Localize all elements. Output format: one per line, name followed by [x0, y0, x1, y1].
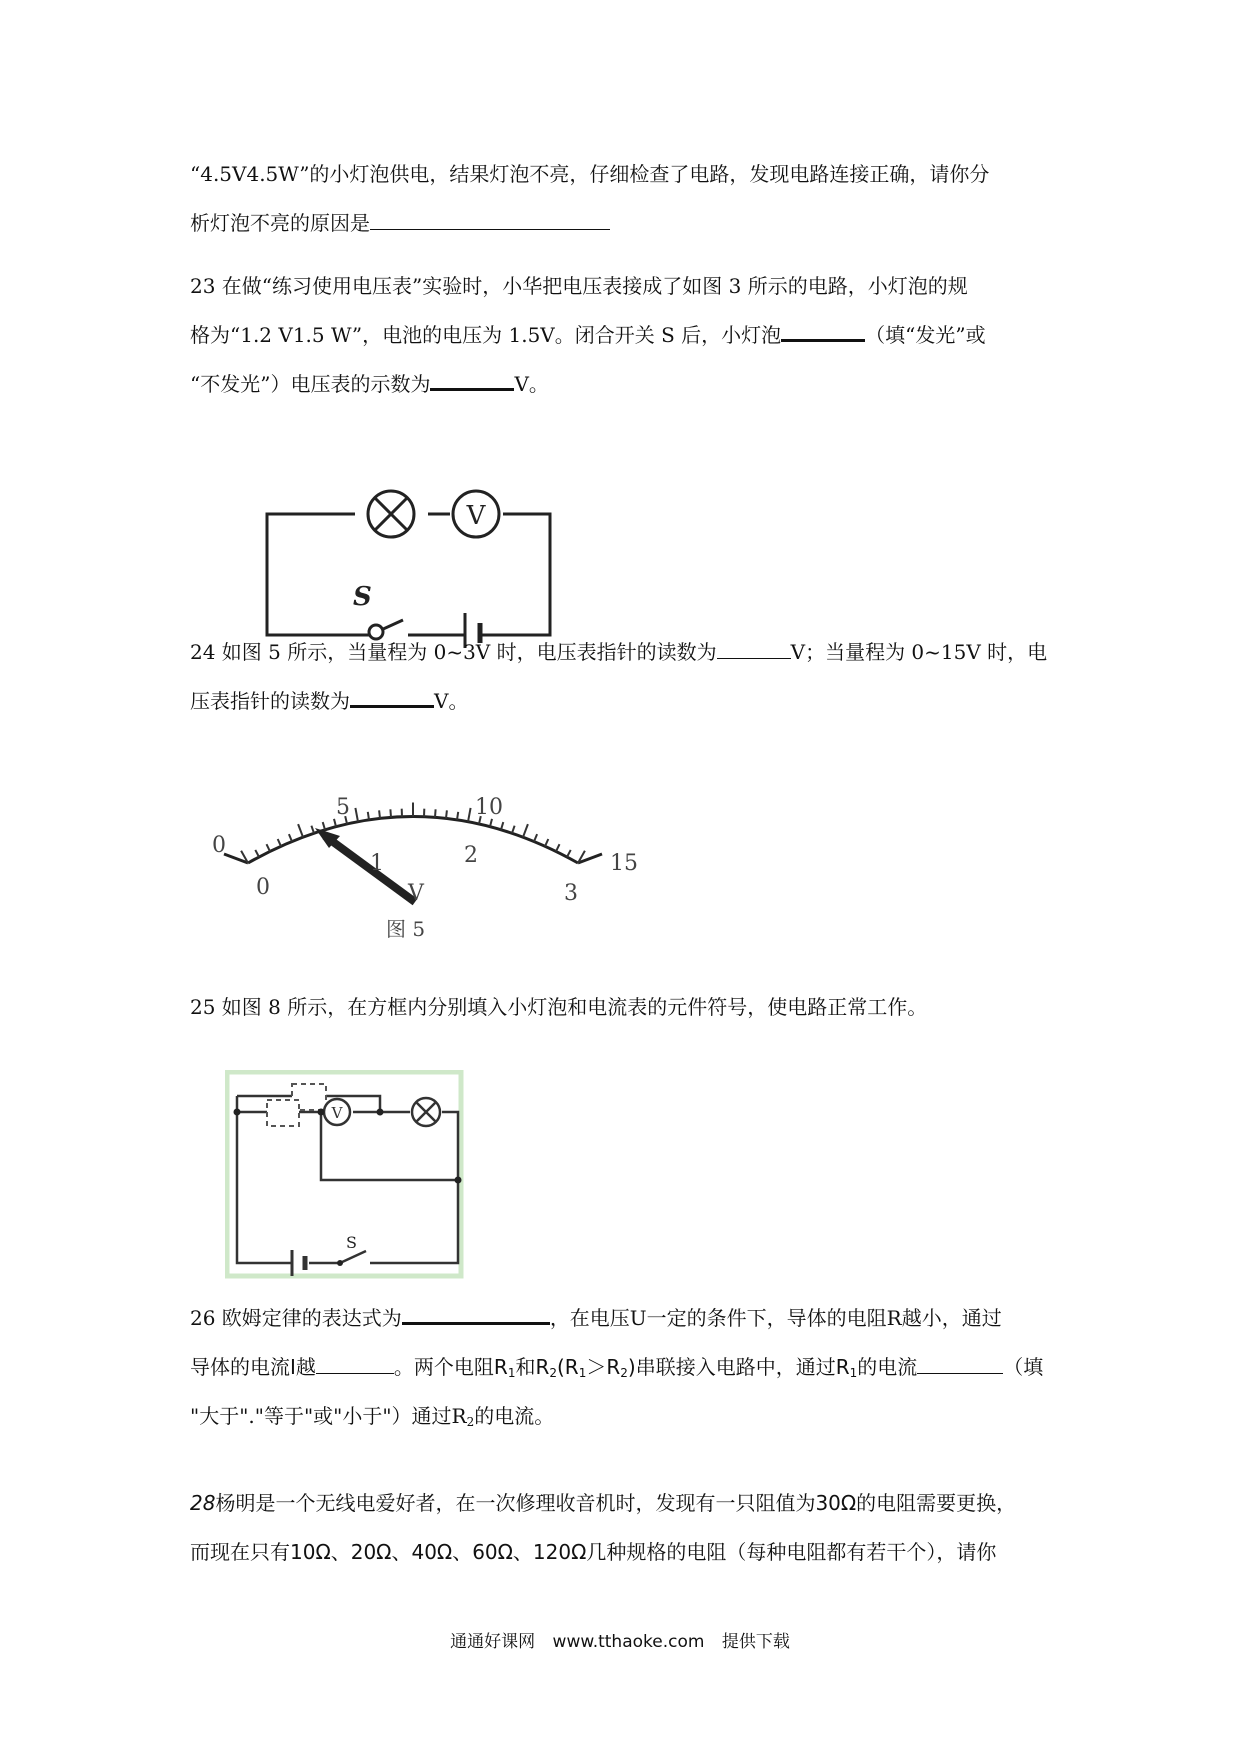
q22-line1-text: “4.5V4.5W”的小灯泡供电，结果灯泡不亮，仔细检查了电路，发现电路连接正确，请你分: [190, 162, 990, 186]
q24-dial-tick: [457, 812, 458, 820]
q23-bulb-symbol: [368, 491, 414, 537]
q26-line3: [190, 1392, 1060, 1447]
q26-line1-tail: ，在电压U一定的条件下，导体的电阻R越小，通过: [549, 1306, 1002, 1330]
q24-dial-unit: V: [408, 881, 424, 906]
q24-dial-tick: [523, 824, 528, 837]
q28-number: 28: [190, 1491, 216, 1515]
q24-lower-label-1: 1: [370, 851, 384, 876]
q26-line2-part5: ＞R: [586, 1355, 621, 1379]
q26-sub-5: 1: [849, 1366, 858, 1380]
q24-dial-tick: [534, 834, 537, 841]
q24-dial-tick: [545, 839, 548, 846]
q24-upper-label-10: 10: [475, 795, 503, 820]
q22-line1: [190, 150, 1060, 199]
q24-dial-tick: [278, 839, 281, 846]
q22-line2: [190, 199, 1060, 248]
q26-sub-2: 2: [549, 1366, 557, 1380]
q26-current-blank[interactable]: [316, 1349, 394, 1374]
q24-dial-tick: [298, 824, 303, 837]
q26-line3-tail: 的电流。: [474, 1404, 555, 1428]
q24-dial-tick: [368, 812, 369, 820]
q25-junction-left: [234, 1109, 241, 1116]
q24-3v-blank[interactable]: [717, 634, 791, 659]
q23-line3: [190, 360, 1060, 409]
q26-sub-6: 2: [466, 1415, 475, 1429]
q26-formula-blank[interactable]: [402, 1298, 550, 1325]
q24-15v-blank[interactable]: [350, 681, 434, 708]
q23-voltmeter-label: V: [466, 501, 486, 531]
q26-line1-text: 26 欧姆定律的表达式为: [190, 1306, 402, 1330]
q24-dial-tick: [468, 808, 471, 822]
q24-dial-tick: [556, 844, 560, 851]
q24-dial-tick: [390, 809, 391, 817]
q25-switch-lever: [340, 1251, 366, 1263]
q26-line2-part4: (R: [557, 1355, 579, 1379]
q24-dial-arc: [248, 817, 578, 864]
q25-line: [190, 983, 1060, 1032]
q25-switch-pivot: [337, 1260, 343, 1266]
q24-dial-tick: [334, 819, 336, 827]
q26-sub-3: 1: [578, 1366, 587, 1380]
q23-line1-text: 23 在做“练习使用电压表”实验时，小华把电压表接成了如图 3 所示的电路，小灯泡的规: [190, 274, 968, 298]
q24-line1: [190, 628, 1060, 677]
footer-site-name: 通通好课网: [450, 1632, 536, 1652]
q24-line1-text: 24 如图 5 所示，当量程为 0~3V 时，电压表指针的读数为: [190, 640, 717, 664]
q25-circuit-figure: [225, 1070, 465, 1280]
q26-line2-text: 导体的电流I越: [190, 1355, 316, 1379]
page-footer: [0, 1627, 1240, 1652]
q23-voltage-blank[interactable]: [430, 364, 514, 391]
q25-switch-label: S: [346, 1233, 357, 1252]
q24-dial-ticks: [241, 803, 585, 864]
q23-wire-right: [493, 514, 550, 635]
q25-dashed-box-left[interactable]: [267, 1100, 299, 1126]
q24-lower-label-2: 2: [464, 843, 478, 868]
q28-line2-text: 而现在只有10Ω、20Ω、40Ω、60Ω、120Ω几种规格的电阻（每种电阻都有若干个），请你: [190, 1540, 997, 1564]
q25-junction-mid: [318, 1109, 325, 1116]
q26-sub-4: 2: [620, 1366, 628, 1380]
q24-dial-tick: [355, 808, 358, 822]
q24-lower-label-0: 0: [256, 875, 270, 900]
q26-line2-part6: )串联接入电路中，通过R: [627, 1355, 850, 1379]
q24-dial-tick: [435, 809, 436, 817]
q24-dial-tick: [379, 810, 380, 818]
q23-line3-tail: V。: [514, 372, 549, 396]
q24-dial-figure: [190, 790, 670, 950]
q23-line2-text: 格为“1.2 V1.5 W”，电池的电压为 1.5V。闭合开关 S 后，小灯泡: [190, 323, 782, 347]
q26-line2-part7: 的电流: [857, 1355, 918, 1379]
q23-voltmeter-symbol: [453, 491, 499, 537]
q24-line2-tail: V。: [434, 689, 469, 713]
q26-line1: [190, 1294, 1060, 1343]
q24-dial-tick: [512, 826, 515, 834]
q25-text: 25 如图 8 所示，在方框内分别填入小灯泡和电流表的元件符号，使电路正常工作。: [190, 995, 928, 1019]
q26-line2-tail: （填: [1003, 1355, 1044, 1379]
q24-dial-caption: 图 5: [386, 917, 426, 941]
q25-wire-right: [370, 1112, 458, 1263]
q26-compare-blank[interactable]: [917, 1349, 1003, 1374]
q24-dial-tick: [267, 844, 271, 851]
q26-line2-part3: 和R: [515, 1355, 550, 1379]
q23-line2: [190, 311, 1060, 360]
q23-line1: [190, 262, 1060, 311]
q28-line1: [190, 1479, 1060, 1528]
q24-dial-tick: [289, 834, 292, 841]
q24-dial-tick: [311, 826, 314, 834]
q24-lower-label-3: 3: [564, 881, 578, 906]
q23-switch-label: S: [353, 582, 372, 612]
q25-voltmeter-symbol: [324, 1099, 350, 1125]
q24-line2-text: 压表指针的读数为: [190, 689, 350, 713]
q23-wire-left: [267, 514, 370, 635]
q25-junction-lower: [455, 1177, 462, 1184]
q26-sub-1: 1: [507, 1366, 516, 1380]
q25-voltmeter-label: V: [331, 1104, 343, 1122]
q24-upper-label-15: 15: [610, 851, 638, 876]
footer-url[interactable]: www.tthaoke.com: [552, 1632, 705, 1652]
q26-line3-text: "大于"."等于"或"小于"）通过R: [190, 1404, 467, 1428]
q25-junction-right: [377, 1109, 384, 1116]
q26-line2-part2: 。两个电阻R: [393, 1355, 508, 1379]
footer-suffix: 提供下载: [721, 1632, 790, 1652]
q23-line2-tail: （填“发光”或: [865, 323, 986, 347]
q24-line1-tail: V；当量程为 0~15V 时，电: [790, 640, 1048, 664]
q22-answer-blank[interactable]: [370, 205, 610, 230]
q25-bulb-symbol: [412, 1098, 440, 1126]
q24-dial-tick: [255, 850, 259, 857]
q24-dial-tick: [567, 850, 571, 857]
q24-dial-tick: [323, 822, 325, 830]
q24-dial-tick: [501, 822, 503, 830]
q28-line1-text: 杨明是一个无线电爱好者，在一次修理收音机时，发现有一只阻值为30Ω的电阻需要更换，: [215, 1491, 1017, 1515]
q28-line2: [190, 1528, 1060, 1577]
q26-line2: [190, 1343, 1060, 1398]
q24-dial-tick: [446, 810, 447, 818]
q24-dial-tick: [490, 819, 492, 827]
q22-line2-text: 析灯泡不亮的原因是: [190, 211, 370, 235]
q24-line2: [190, 677, 1060, 726]
q23-line3-text: “不发光”）电压表的示数为: [190, 372, 431, 396]
q24-upper-label-0: 0: [212, 833, 226, 858]
q23-bulb-blank[interactable]: [781, 315, 865, 342]
q24-upper-label-5: 5: [336, 795, 350, 820]
